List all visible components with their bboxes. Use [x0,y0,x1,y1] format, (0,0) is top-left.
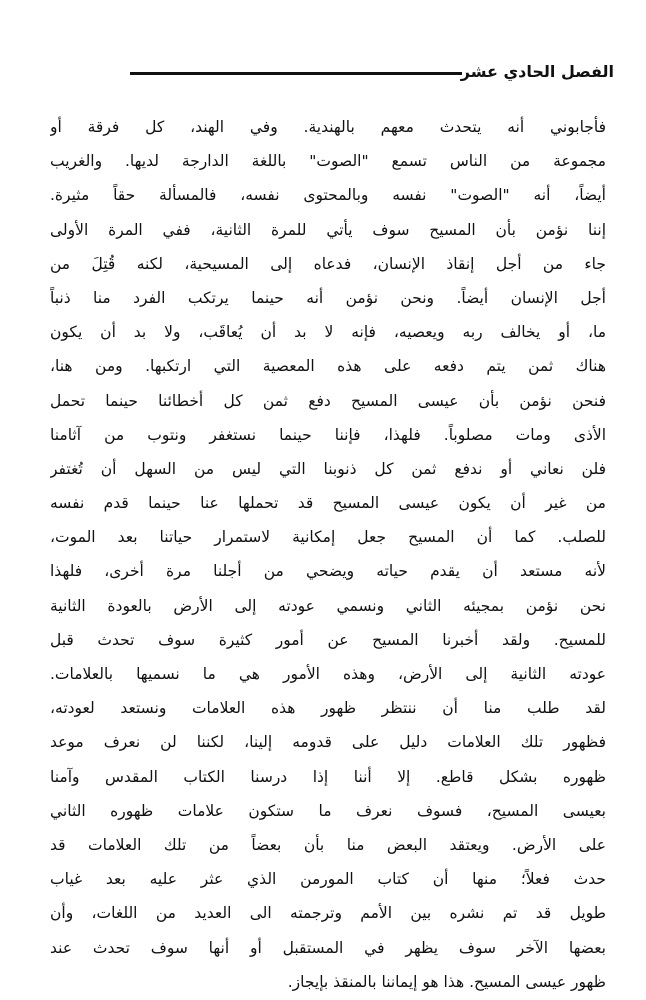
running-header [130,58,614,86]
text-line: للمسيح. ولقد أخبرنا المسيح عن أمور كثيرة سوف تحدث قبل [50,630,606,649]
text-line: نحن نؤمن بمجيئه الثاني ونسمي عودته إلى الأرض بالعودة الثانية [50,596,606,615]
chapter-title: الفصل الحادي عشر [460,62,614,81]
text-line: فلن نعاني أو ندفع ثمن كل ذنوبنا التي ليس من السهل أن تُغتفر [50,459,606,478]
text-line: الأذى ومات مصلوباً. فلهذا، فإننا حينما نستغفر ونتوب من آثامنا [50,425,606,444]
text-line: طويل قد تم نشره بين الأمم وترجمته الى العديد من اللغات، وأن [50,904,606,923]
text-line: أجل الإنسان أيضاً. ونحن نؤمن أنه حينما يرتكب الفرد منا ذنباً [50,288,606,307]
text-line: فأجابوني أنه يتحدث معهم بالهندية. وفي الهند، كل فرقة أو [50,118,606,136]
text-line: من غير أن يكون عيسى المسيح قد تحملها عنا حينما قدم نفسه [50,494,606,513]
body-text [50,110,606,999]
text-line: فنحن نؤمن بأن عيسى المسيح دفع ثمن كل أخطائنا حينما تحمل [50,391,606,410]
text-line: بعيسى المسيح، فسوف نعرف ما ستكون علامات ظهوره الثاني [50,801,606,820]
text-line: على الأرض. ويعتقد البعض منا بأن بعضاً من تلك العلامات قد [50,835,606,854]
header-rule [130,72,462,75]
text-line: للصلب. كما أن المسيح جعل إمكانية لاستمرار حياتنا بعد الموت، [50,528,606,547]
text-line: حدث فعلاً؛ منها أن كتاب المورمن الذي عثر عليه بعد غياب [50,870,606,889]
text-line: فظهور تلك العلامات دليل على قدومه إلينا، لكننا لن نعرف موعد [50,733,606,752]
text-line: لأنه مستعد أن يقدم حياته ويضحي من أجلنا مرة أخرى، فلهذا [50,562,606,581]
text-line: جاء من أجل إنقاذ الإنسان، فدعاه إلى المسيحية، لكنه قُتِلَ من [50,254,606,273]
text-line: عودته الثانية إلى الأرض، وهذه الأمور هي ما نسميها بالعلامات. [50,665,606,683]
text-line: هناك ثمن يتم دفعه على هذه المعصية التي ارتكبها. ومن هنا، [50,357,606,376]
text-line: ظهوره بشكل قاطع. إلا أننا إذا درسنا الكتاب المقدس وآمنا [50,767,606,786]
text-line: إننا نؤمن بأن المسيح سوف يأتي للمرة الثانية، ففي المرة الأولى [50,220,606,239]
text-line: ما، أو يخالف ربه ويعصيه، فإنه لا بد أن يُعاقَب، ولا بد أن يكون [50,323,606,342]
text-line: أيضاً، أنه "الصوت" نفسه وبالمحتوى نفسه، فالمسألة حقاً مثيرة. [50,186,606,205]
text-line: ظهور عيسى المسيح. هذا هو إيماننا بالمنقذ بإيجاز. [287,972,606,991]
text-line: مجموعة من الناس تسمع "الصوت" باللغة الدارجة لديها. والغريب [50,152,606,171]
text-line: لقد طلب منا أن ننتظر ظهور هذه العلامات ونستعد لعودته، [50,699,606,718]
text-line: بعضها الآخر سوف يظهر في المستقبل أو أنها سوف تحدث عند [50,938,606,957]
